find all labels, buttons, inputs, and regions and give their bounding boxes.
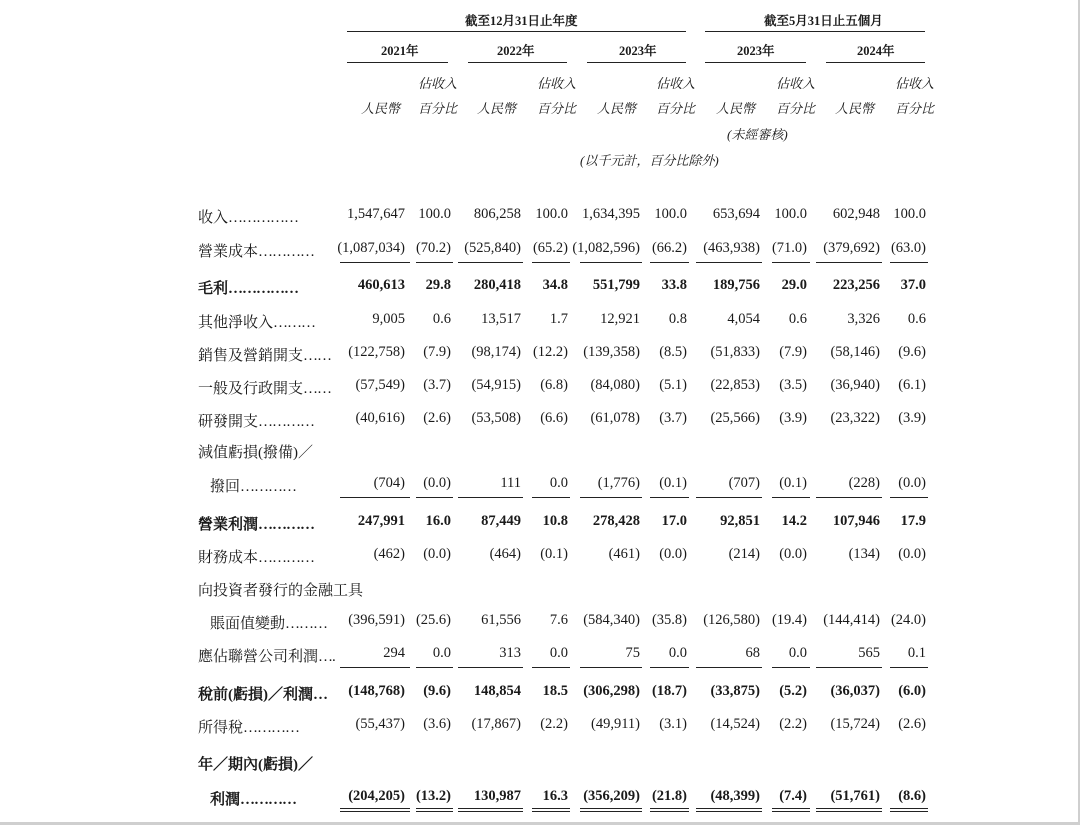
row-label-text: 毛利 bbox=[198, 281, 229, 297]
cell-pct-2023: (18.7) bbox=[651, 683, 687, 699]
row-label-text: 營業成本 bbox=[198, 244, 259, 260]
group-rule-fy bbox=[347, 31, 686, 32]
row-label bbox=[210, 612, 327, 633]
cell-rmb-2023-5m: (214) bbox=[728, 546, 760, 562]
total-double-rule bbox=[458, 811, 523, 812]
cell-pct-2021: (7.9) bbox=[423, 344, 451, 360]
cell-rmb-2021: (704) bbox=[373, 475, 405, 491]
cell-rmb-2024-5m: (36,037) bbox=[830, 683, 880, 699]
row-leader-dots: ………… bbox=[243, 720, 300, 736]
col-rmb-2023-5m: 人民幣 bbox=[716, 101, 756, 116]
row-label bbox=[198, 277, 298, 298]
total-double-rule bbox=[772, 811, 810, 812]
cell-pct-2022: 1.7 bbox=[549, 311, 568, 327]
cell-rmb-2023-5m: 92,851 bbox=[720, 513, 760, 529]
cell-rmb-2023-5m: (51,833) bbox=[710, 344, 760, 360]
cell-pct-2021: 0.6 bbox=[432, 311, 451, 327]
subtotal-rule bbox=[696, 497, 762, 498]
row-label-text: 一般及行政開支 bbox=[198, 381, 304, 397]
cell-rmb-2023-5m: (48,399) bbox=[710, 788, 760, 804]
subtotal-rule bbox=[816, 262, 882, 263]
cell-rmb-2021: (148,768) bbox=[348, 683, 405, 699]
cell-pct-2023-5m: 14.2 bbox=[781, 513, 807, 529]
total-double-rule bbox=[340, 811, 410, 812]
cell-pct-2021: 16.0 bbox=[425, 513, 451, 529]
row-label-text: 減值虧損(撥備)／ bbox=[198, 445, 313, 461]
total-double-rule bbox=[816, 811, 882, 812]
cell-pct-2023: 0.8 bbox=[668, 311, 687, 327]
cell-pct-2021: (0.0) bbox=[423, 546, 451, 562]
cell-pct-2024-5m: (63.0) bbox=[890, 240, 926, 256]
row-label-text: 所得稅 bbox=[198, 720, 244, 736]
subtotal-rule bbox=[532, 262, 570, 263]
cell-rmb-2023-5m: (126,580) bbox=[703, 612, 760, 628]
cell-pct-2023: 0.0 bbox=[668, 645, 687, 661]
cell-rmb-2024-5m: 3,326 bbox=[847, 311, 880, 327]
cell-pct-2024-5m: (9.6) bbox=[898, 344, 926, 360]
cell-rmb-2024-5m: (134) bbox=[848, 546, 880, 562]
cell-pct-2023-5m: 0.0 bbox=[788, 645, 807, 661]
cell-pct-2022: 16.3 bbox=[542, 788, 568, 804]
subtotal-rule bbox=[340, 667, 410, 668]
cell-pct-2024-5m: 100.0 bbox=[893, 206, 926, 222]
cell-pct-2021: 0.0 bbox=[432, 645, 451, 661]
cell-rmb-2024-5m: 223,256 bbox=[832, 277, 880, 293]
cell-rmb-2023: 12,921 bbox=[600, 311, 640, 327]
group-header-5m: 截至5月31日止五個月 bbox=[764, 14, 883, 28]
cell-rmb-2023: 551,799 bbox=[592, 277, 640, 293]
cell-rmb-2021: 9,005 bbox=[372, 311, 405, 327]
subtotal-rule bbox=[772, 497, 810, 498]
year-2022: 2022年 bbox=[497, 44, 535, 58]
cell-rmb-2022: 87,449 bbox=[481, 513, 521, 529]
cell-pct-2024-5m: (6.1) bbox=[898, 377, 926, 393]
subtotal-rule bbox=[580, 262, 642, 263]
cell-rmb-2022: 280,418 bbox=[473, 277, 521, 293]
cell-pct-2023-5m: (19.4) bbox=[771, 612, 807, 628]
cell-rmb-2023-5m: 189,756 bbox=[712, 277, 760, 293]
cell-pct-2023: 17.0 bbox=[661, 513, 687, 529]
year-rule-2022 bbox=[468, 62, 567, 63]
cell-rmb-2024-5m: (58,146) bbox=[830, 344, 880, 360]
row-leader-dots: …………… bbox=[228, 210, 299, 226]
subtotal-rule bbox=[890, 497, 928, 498]
cell-rmb-2021: (1,087,034) bbox=[337, 240, 405, 256]
cell-pct-2022: 7.6 bbox=[549, 612, 568, 628]
cell-rmb-2021: (204,205) bbox=[348, 788, 405, 804]
row-leader-dots: ……… bbox=[273, 315, 316, 331]
subtotal-rule bbox=[532, 808, 570, 809]
year-2023-5m: 2023年 bbox=[737, 44, 775, 58]
row-leader-dots: …. bbox=[318, 649, 335, 665]
row-label-text: 財務成本 bbox=[198, 550, 259, 566]
cell-rmb-2024-5m: (51,761) bbox=[830, 788, 880, 804]
cell-pct-2021: 29.8 bbox=[425, 277, 451, 293]
row-label bbox=[198, 753, 313, 774]
row-label bbox=[198, 377, 331, 398]
group-rule-5m bbox=[705, 31, 925, 32]
row-leader-dots: … bbox=[313, 687, 327, 703]
cell-pct-2023-5m: 100.0 bbox=[774, 206, 807, 222]
cell-pct-2022: (6.8) bbox=[540, 377, 568, 393]
cell-pct-2023-5m: (3.5) bbox=[779, 377, 807, 393]
cell-rmb-2023-5m: (33,875) bbox=[710, 683, 760, 699]
col-pct1-2023: 佔收入 bbox=[656, 76, 696, 91]
cell-rmb-2021: 247,991 bbox=[357, 513, 405, 529]
cell-rmb-2024-5m: (15,724) bbox=[830, 716, 880, 732]
subtotal-rule bbox=[772, 667, 810, 668]
col-pct2-2024-5m: 百分比 bbox=[895, 101, 935, 116]
cell-pct-2024-5m: (2.6) bbox=[898, 716, 926, 732]
cell-rmb-2022: (98,174) bbox=[471, 344, 521, 360]
row-leader-dots: ……… bbox=[285, 616, 328, 632]
cell-pct-2024-5m: (0.0) bbox=[898, 475, 926, 491]
cell-rmb-2023: (1,776) bbox=[597, 475, 640, 491]
subtotal-rule bbox=[696, 667, 762, 668]
year-2021: 2021年 bbox=[381, 44, 419, 58]
cell-rmb-2023: (49,911) bbox=[591, 716, 640, 732]
cell-pct-2022: 0.0 bbox=[549, 645, 568, 661]
subtotal-rule bbox=[650, 497, 689, 498]
subtotal-rule bbox=[532, 497, 570, 498]
row-label-text: 利潤 bbox=[210, 792, 241, 808]
cell-rmb-2022: (53,508) bbox=[471, 410, 521, 426]
row-label bbox=[198, 311, 315, 332]
row-leader-dots: …… bbox=[303, 381, 332, 397]
cell-rmb-2022: 148,854 bbox=[473, 683, 521, 699]
cell-pct-2022: 18.5 bbox=[542, 683, 568, 699]
subtotal-rule bbox=[650, 667, 689, 668]
subtotal-rule bbox=[772, 262, 810, 263]
unaudited-note: (未經審核) bbox=[727, 127, 788, 142]
subtotal-rule bbox=[890, 262, 928, 263]
cell-rmb-2024-5m: 602,948 bbox=[832, 206, 880, 222]
cell-rmb-2023: (461) bbox=[608, 546, 640, 562]
cell-pct-2024-5m: 37.0 bbox=[900, 277, 926, 293]
cell-pct-2021: (3.7) bbox=[423, 377, 451, 393]
subtotal-rule bbox=[650, 808, 689, 809]
col-rmb-2022: 人民幣 bbox=[477, 101, 517, 116]
cell-pct-2022: 100.0 bbox=[535, 206, 568, 222]
cell-rmb-2021: 1,547,647 bbox=[347, 206, 405, 222]
cell-rmb-2024-5m: 107,946 bbox=[832, 513, 880, 529]
total-double-rule bbox=[696, 811, 762, 812]
cell-rmb-2023-5m: 4,054 bbox=[727, 311, 760, 327]
row-label-text: 年／期內(虧損)／ bbox=[198, 757, 313, 773]
cell-rmb-2024-5m: (379,692) bbox=[823, 240, 880, 256]
cell-pct-2023-5m: 29.0 bbox=[781, 277, 807, 293]
col-pct1-2022: 佔收入 bbox=[537, 76, 577, 91]
cell-rmb-2022: (525,840) bbox=[464, 240, 521, 256]
cell-pct-2021: (13.2) bbox=[415, 788, 451, 804]
cell-rmb-2022: 111 bbox=[500, 475, 521, 491]
row-leader-dots: ………… bbox=[240, 792, 297, 808]
cell-rmb-2023: (139,358) bbox=[583, 344, 640, 360]
subtotal-rule bbox=[816, 667, 882, 668]
cell-rmb-2023: 278,428 bbox=[592, 513, 640, 529]
cell-pct-2023-5m: (0.0) bbox=[779, 546, 807, 562]
row-label bbox=[198, 344, 331, 365]
cell-pct-2021: (9.6) bbox=[423, 683, 451, 699]
cell-pct-2021: (0.0) bbox=[423, 475, 451, 491]
row-label bbox=[198, 716, 299, 737]
total-double-rule bbox=[650, 811, 689, 812]
cell-pct-2023-5m: (71.0) bbox=[771, 240, 807, 256]
cell-pct-2023: 33.8 bbox=[661, 277, 687, 293]
row-label-text: 向投資者發行的金融工具 bbox=[198, 583, 364, 599]
cell-pct-2022: 0.0 bbox=[549, 475, 568, 491]
cell-pct-2021: (3.6) bbox=[423, 716, 451, 732]
cell-pct-2024-5m: 0.1 bbox=[907, 645, 926, 661]
col-pct2-2021: 百分比 bbox=[418, 101, 458, 116]
year-rule-2023 bbox=[587, 62, 686, 63]
col-pct2-2023: 百分比 bbox=[656, 101, 696, 116]
cell-pct-2023: (8.5) bbox=[659, 344, 687, 360]
cell-pct-2023-5m: (2.2) bbox=[779, 716, 807, 732]
cell-rmb-2023-5m: (14,524) bbox=[710, 716, 760, 732]
cell-pct-2023-5m: (7.9) bbox=[779, 344, 807, 360]
subtotal-rule bbox=[340, 497, 410, 498]
cell-pct-2024-5m: (8.6) bbox=[898, 788, 926, 804]
cell-pct-2024-5m: (24.0) bbox=[890, 612, 926, 628]
cell-rmb-2023: (584,340) bbox=[583, 612, 640, 628]
cell-pct-2023: (3.1) bbox=[659, 716, 687, 732]
col-pct2-2023-5m: 百分比 bbox=[776, 101, 816, 116]
row-label-text: 稅前(虧損)／利潤 bbox=[198, 687, 313, 703]
cell-rmb-2023: (356,209) bbox=[583, 788, 640, 804]
subtotal-rule bbox=[458, 497, 523, 498]
subtotal-rule bbox=[340, 262, 410, 263]
cell-rmb-2022: 130,987 bbox=[473, 788, 521, 804]
cell-pct-2023-5m: (3.9) bbox=[779, 410, 807, 426]
cell-rmb-2022: 13,517 bbox=[481, 311, 521, 327]
group-header-fy: 截至12月31日止年度 bbox=[465, 14, 578, 28]
cell-rmb-2021: (40,616) bbox=[355, 410, 405, 426]
subtotal-rule bbox=[340, 808, 410, 809]
subtotal-rule bbox=[580, 497, 642, 498]
unit-note: (以千元計，百分比除外) bbox=[580, 153, 719, 168]
cell-pct-2021: 100.0 bbox=[418, 206, 451, 222]
col-rmb-2024-5m: 人民幣 bbox=[835, 101, 875, 116]
row-label-text: 撥回 bbox=[210, 479, 241, 495]
row-leader-dots: ………… bbox=[258, 550, 315, 566]
cell-pct-2023: (0.1) bbox=[659, 475, 687, 491]
row-label bbox=[198, 579, 363, 600]
cell-pct-2022: 34.8 bbox=[542, 277, 568, 293]
row-leader-dots: …… bbox=[303, 348, 332, 364]
cell-rmb-2023: 75 bbox=[625, 645, 640, 661]
cell-rmb-2024-5m: (23,322) bbox=[830, 410, 880, 426]
subtotal-rule bbox=[816, 808, 882, 809]
row-label-text: 其他淨收入 bbox=[198, 315, 274, 331]
row-label bbox=[198, 240, 314, 261]
cell-rmb-2021: (55,437) bbox=[355, 716, 405, 732]
cell-rmb-2021: (122,758) bbox=[348, 344, 405, 360]
cell-rmb-2021: (462) bbox=[373, 546, 405, 562]
total-double-rule bbox=[532, 811, 570, 812]
cell-rmb-2023-5m: (463,938) bbox=[703, 240, 760, 256]
cell-pct-2023: (66.2) bbox=[651, 240, 687, 256]
cell-pct-2024-5m: (6.0) bbox=[898, 683, 926, 699]
cell-rmb-2023-5m: (25,566) bbox=[710, 410, 760, 426]
subtotal-rule bbox=[650, 262, 689, 263]
cell-pct-2023-5m: (5.2) bbox=[779, 683, 807, 699]
cell-pct-2022: (6.6) bbox=[540, 410, 568, 426]
row-label bbox=[198, 645, 335, 666]
row-label-text: 應佔聯營公司利潤 bbox=[198, 649, 319, 665]
cell-rmb-2023: (84,080) bbox=[590, 377, 640, 393]
cell-rmb-2023-5m: 68 bbox=[745, 645, 760, 661]
subtotal-rule bbox=[890, 808, 928, 809]
year-rule-2023-5m bbox=[705, 62, 806, 63]
row-label-text: 營業利潤 bbox=[198, 517, 259, 533]
cell-rmb-2022: (464) bbox=[489, 546, 521, 562]
cell-rmb-2024-5m: (144,414) bbox=[823, 612, 880, 628]
row-label-text: 銷售及營銷開支 bbox=[198, 348, 304, 364]
row-label bbox=[198, 546, 314, 567]
year-2023: 2023年 bbox=[619, 44, 657, 58]
row-label bbox=[198, 513, 314, 534]
cell-rmb-2024-5m: (36,940) bbox=[830, 377, 880, 393]
subtotal-rule bbox=[416, 808, 453, 809]
subtotal-rule bbox=[416, 667, 453, 668]
cell-rmb-2024-5m: 565 bbox=[858, 645, 880, 661]
year-rule-2024-5m bbox=[826, 62, 925, 63]
col-pct2-2022: 百分比 bbox=[537, 101, 577, 116]
total-double-rule bbox=[580, 811, 642, 812]
cell-pct-2023: (5.1) bbox=[659, 377, 687, 393]
year-rule-2021 bbox=[347, 62, 448, 63]
cell-pct-2024-5m: (0.0) bbox=[898, 546, 926, 562]
cell-pct-2022: (0.1) bbox=[540, 546, 568, 562]
col-rmb-2021: 人民幣 bbox=[361, 101, 401, 116]
subtotal-rule bbox=[532, 667, 570, 668]
subtotal-rule bbox=[416, 497, 453, 498]
cell-rmb-2023: (306,298) bbox=[583, 683, 640, 699]
cell-rmb-2022: 806,258 bbox=[473, 206, 521, 222]
cell-pct-2022: 10.8 bbox=[542, 513, 568, 529]
cell-rmb-2021: 460,613 bbox=[357, 277, 405, 293]
row-label-text: 收入 bbox=[198, 210, 229, 226]
cell-pct-2024-5m: 0.6 bbox=[907, 311, 926, 327]
subtotal-rule bbox=[696, 262, 762, 263]
cell-pct-2021: (25.6) bbox=[415, 612, 451, 628]
subtotal-rule bbox=[772, 808, 810, 809]
year-2024-5m: 2024年 bbox=[857, 44, 895, 58]
cell-pct-2023: (21.8) bbox=[651, 788, 687, 804]
cell-pct-2021: (70.2) bbox=[415, 240, 451, 256]
subtotal-rule bbox=[696, 808, 762, 809]
subtotal-rule bbox=[580, 667, 642, 668]
cell-pct-2023: (3.7) bbox=[659, 410, 687, 426]
row-label bbox=[198, 206, 298, 227]
cell-pct-2023-5m: (0.1) bbox=[779, 475, 807, 491]
row-leader-dots: ………… bbox=[258, 517, 315, 533]
row-label bbox=[210, 788, 296, 809]
subtotal-rule bbox=[458, 667, 523, 668]
cell-rmb-2023-5m: 653,694 bbox=[712, 206, 760, 222]
row-label bbox=[198, 441, 313, 462]
cell-rmb-2023: 1,634,395 bbox=[582, 206, 640, 222]
col-rmb-2023: 人民幣 bbox=[597, 101, 637, 116]
cell-rmb-2023-5m: (707) bbox=[728, 475, 760, 491]
cell-rmb-2022: (54,915) bbox=[471, 377, 521, 393]
row-label-text: 研發開支 bbox=[198, 414, 259, 430]
cell-pct-2022: (12.2) bbox=[532, 344, 568, 360]
cell-rmb-2024-5m: (228) bbox=[848, 475, 880, 491]
cell-pct-2022: (2.2) bbox=[540, 716, 568, 732]
cell-pct-2024-5m: (3.9) bbox=[898, 410, 926, 426]
cell-rmb-2023: (1,082,596) bbox=[572, 240, 640, 256]
cell-rmb-2022: (17,867) bbox=[471, 716, 521, 732]
cell-rmb-2021: 294 bbox=[383, 645, 405, 661]
cell-pct-2024-5m: 17.9 bbox=[900, 513, 926, 529]
subtotal-rule bbox=[890, 667, 928, 668]
subtotal-rule bbox=[580, 808, 642, 809]
cell-pct-2023-5m: 0.6 bbox=[788, 311, 807, 327]
row-label bbox=[198, 410, 314, 431]
cell-pct-2023: (0.0) bbox=[659, 546, 687, 562]
row-leader-dots: ………… bbox=[258, 244, 315, 260]
subtotal-rule bbox=[416, 262, 453, 263]
subtotal-rule bbox=[458, 262, 523, 263]
row-label-text: 賬面值變動 bbox=[210, 616, 286, 632]
cell-rmb-2022: 61,556 bbox=[481, 612, 521, 628]
cell-pct-2023: 100.0 bbox=[654, 206, 687, 222]
col-pct1-2021: 佔收入 bbox=[418, 76, 458, 91]
col-pct1-2023-5m: 佔收入 bbox=[776, 76, 816, 91]
cell-pct-2022: (65.2) bbox=[532, 240, 568, 256]
subtotal-rule bbox=[816, 497, 882, 498]
row-leader-dots: …………… bbox=[228, 281, 299, 297]
cell-rmb-2022: 313 bbox=[499, 645, 521, 661]
cell-rmb-2023-5m: (22,853) bbox=[710, 377, 760, 393]
cell-rmb-2021: (396,591) bbox=[348, 612, 405, 628]
col-pct1-2024-5m: 佔收入 bbox=[895, 76, 935, 91]
row-leader-dots: ………… bbox=[258, 414, 315, 430]
cell-pct-2021: (2.6) bbox=[423, 410, 451, 426]
subtotal-rule bbox=[458, 808, 523, 809]
cell-rmb-2023: (61,078) bbox=[590, 410, 640, 426]
total-double-rule bbox=[416, 811, 453, 812]
row-label bbox=[210, 475, 296, 496]
row-leader-dots: ………… bbox=[240, 479, 297, 495]
total-double-rule bbox=[890, 811, 928, 812]
cell-pct-2023: (35.8) bbox=[651, 612, 687, 628]
row-label bbox=[198, 683, 327, 704]
cell-rmb-2021: (57,549) bbox=[355, 377, 405, 393]
cell-pct-2023-5m: (7.4) bbox=[779, 788, 807, 804]
